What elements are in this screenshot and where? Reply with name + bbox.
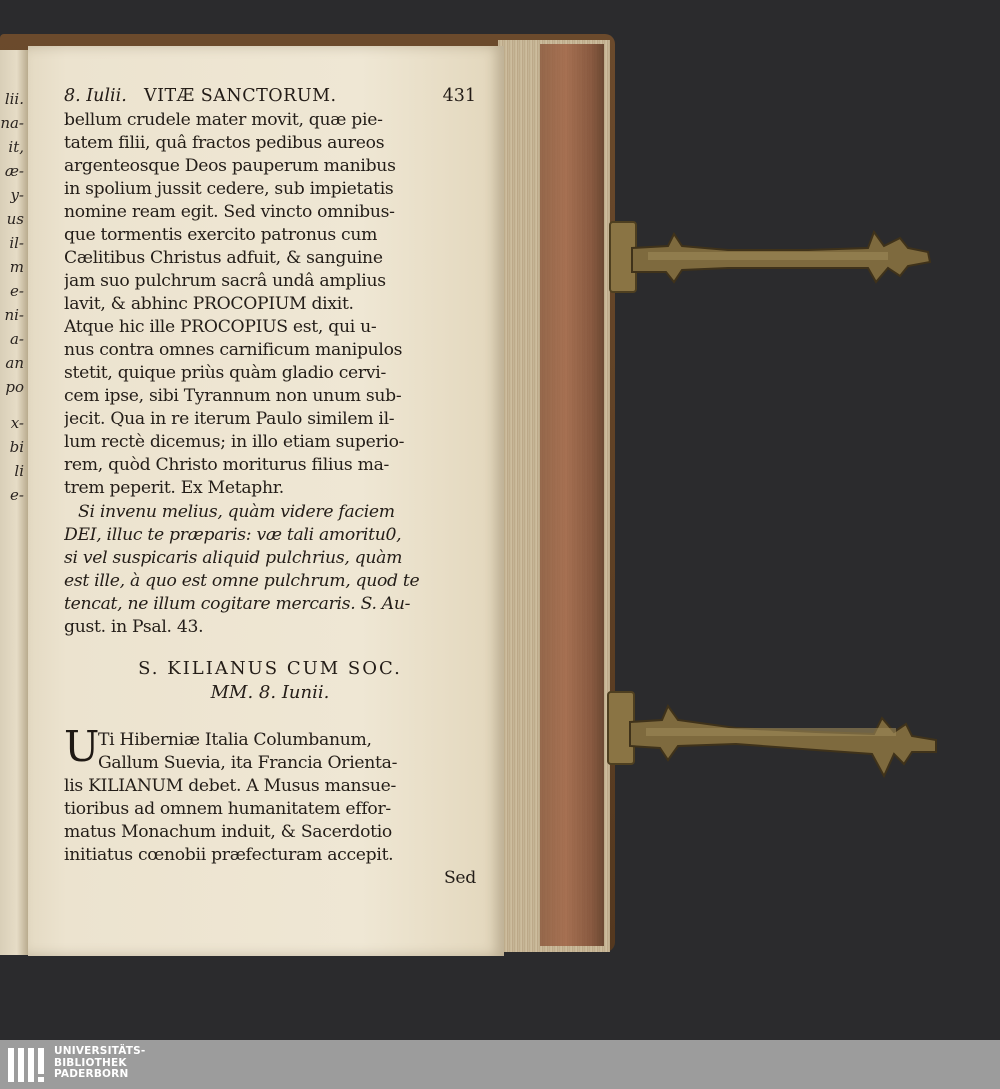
text-line: rem, quòd Christo moriturus filius ma- [64,455,390,475]
library-logo-icon [8,1044,50,1086]
running-head-title: VITÆ SANCTORUM. [144,86,337,106]
text-line: lis KILIANUM debet. A Musus mansue- [64,776,396,796]
prev-page-fragment: il- [9,234,24,252]
logo-line: BIBLIOTHEK [54,1056,127,1069]
section-subheading: MM. 8. Iunii. [210,682,330,703]
text-line: lum rectè dicemus; in illo etiam superio- [64,432,405,452]
text-line: que tormentis exercito patronus cum [64,225,378,245]
quote-line: DEI, illuc te præparis: væ tali amoritu0, [64,525,402,545]
text-line: bellum crudele mater movit, quæ pie- [64,110,383,130]
prev-page-fragment: e- [10,486,24,504]
prev-page-fragment: li [14,462,24,480]
text-line: nomine ream egit. Sed vincto omnibus- [64,202,395,222]
page-number: 431 [442,86,476,106]
text-line: matus Monachum induit, & Sacerdotio [64,822,392,842]
prev-page-fragment: po [5,378,24,396]
quote-line: Si invenu melius, quàm videre faciem [78,502,395,522]
text-line: cem ipse, sibi Tyrannum non unum sub- [64,386,402,406]
prev-page-fragment: us [6,210,24,228]
text-line: argenteosque Deos pauperum manibus [64,156,396,176]
drop-capital: U [64,722,100,771]
book-page [28,46,504,956]
catchword: Sed [443,868,476,888]
prev-page-fragment: y- [10,186,24,204]
prev-page-fragment: an [5,354,24,372]
text-line: initiatus cœnobii præfecturam accepit. [64,845,394,865]
prev-page-fragment: bi [9,438,24,456]
text-line: Gallum Suevia, ita Francia Orienta- [98,753,398,773]
lower-clasp [606,688,942,788]
text-line: tioribus ad omnem humanitatem effor- [64,799,391,819]
quote-line: tencat, ne illum cogitare mercaris. S. Au- [64,594,411,614]
library-logo-text [54,1046,145,1081]
prev-page-fragment: a- [9,330,24,348]
prev-page-fragment: na- [0,114,24,132]
prev-page-fragment: m [9,258,24,276]
logo-line: UNIVERSITÄTS- [54,1045,146,1057]
running-head-date: 8. Iulii. [64,86,127,106]
text-line: stetit, quique priùs quàm gladio cervi- [64,363,386,383]
quote-line: est ille, à quo est omne pulchrum, quod te [64,571,420,591]
prev-page-fragment: æ- [4,162,24,180]
text-line: Atque hic ille PROCOPIUS est, qui u- [64,317,377,337]
quote-line: gust. in Psal. 43. [64,617,204,637]
upper-clasp [608,218,938,298]
section-heading: S. KILIANUS CUM SOC. [138,658,402,679]
prev-page-fragment: ni- [4,306,24,324]
text-line: Ti Hiberniæ Italia Columbanum, [98,730,372,750]
prev-page-fragment: lii. [4,90,24,108]
prev-page-fragment: e- [10,282,24,300]
red-edge-stain [540,44,604,946]
text-line: lavit, & abhinc PROCOPIUM dixit. [64,294,354,314]
text-line: jecit. Qua in re iterum Paulo similem il- [64,409,395,429]
text-line: jam suo pulchrum sacrâ undâ amplius [64,271,386,291]
prev-page-fragment: x- [10,414,24,432]
footer-bar [0,1040,1000,1089]
text-line: tatem filii, quâ fractos pedibus aureos [64,133,385,153]
text-line: trem peperit. Ex Metaphr. [64,478,284,498]
text-line: nus contra omnes carnificum manipulos [64,340,403,360]
previous-page-edge [0,50,28,955]
prev-page-fragment: it, [8,138,24,156]
text-line: Cælitibus Christus adfuit, & sanguine [64,248,383,268]
text-line: in spolium jussit cedere, sub impietatis [64,179,394,199]
logo-line: PADERBORN [54,1068,129,1080]
quote-line: si vel suspicaris aliquid pulchrius, quàm [64,548,403,568]
